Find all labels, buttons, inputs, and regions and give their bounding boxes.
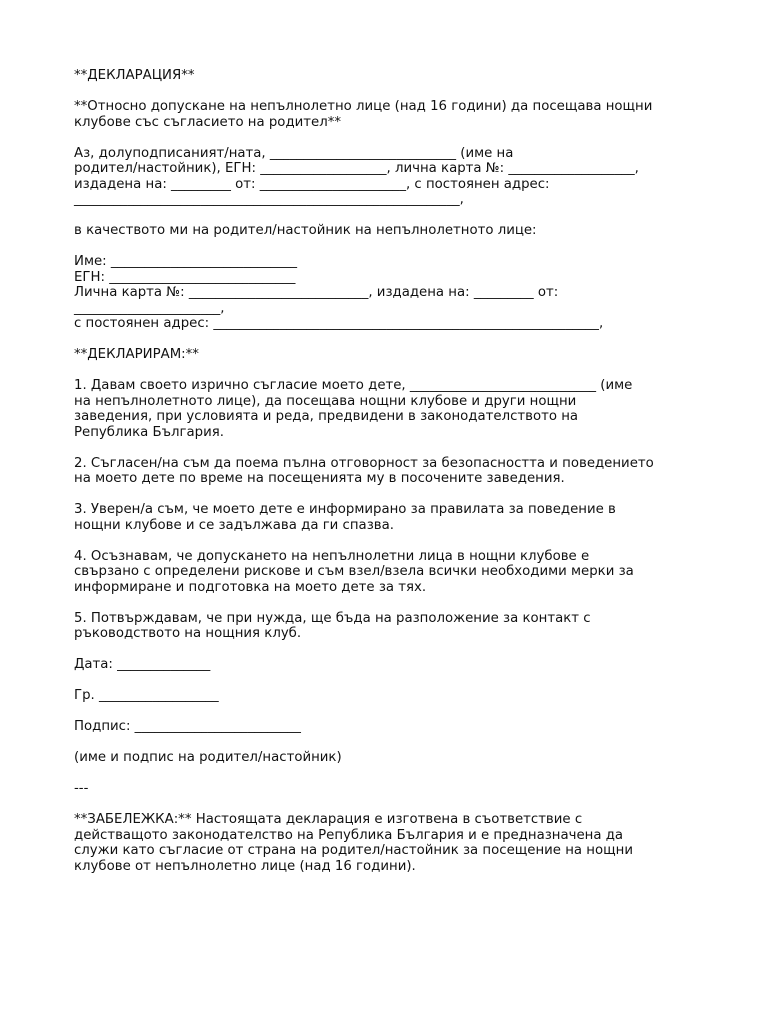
minor-line: ______________________, (74, 300, 225, 316)
separator: --- (74, 781, 89, 796)
point-line: 4. Осъзнавам, че допускането на непълнолетни лица в нощни клубове е (74, 548, 590, 564)
minor-line: с постоянен адрес: __________________________________________________________, (74, 316, 604, 331)
capacity-paragraph: в качеството ми на родител/настойник на непълнолетното лице: (74, 223, 537, 238)
note-line: клубове от непълнолетно лице (над 16 години). (74, 858, 416, 874)
note-line: служи като съгласие от страна на родител/настойник за посещение на нощни (74, 843, 633, 858)
note-section (74, 812, 704, 874)
document-subtitle (74, 99, 704, 130)
point-line: заведения, при условията и реда, предвидени в законодателството на (74, 409, 579, 424)
minor-line: Лична карта №: ___________________________, издадена на: _________ от: (74, 285, 559, 300)
point-line: на моето дете по време на посещенията му в посочените заведения. (74, 471, 565, 486)
point-line: 3. Уверен/а съм, че моето дете е информирано за правилата за поведение в (74, 502, 616, 517)
point-5 (74, 611, 704, 642)
point-line: Република България. (74, 424, 224, 440)
point-line: нощни клубове и се задължава да ги спазва. (74, 517, 394, 533)
city-line: Гр. __________________ (74, 688, 219, 703)
declarant-line: издадена на: _________ от: ______________________, с постоянен адрес: (74, 176, 550, 192)
date-line: Дата: ______________ (74, 657, 211, 672)
minor-line: ЕГН: ____________________________ (74, 269, 296, 285)
document-page (74, 68, 704, 890)
subtitle-line: **Относно допускане на непълнолетно лице (над 16 години) да посещава нощни (74, 99, 653, 114)
note-line: действащото законодателство на Република България и е предназначена да (74, 827, 624, 843)
signature-note: (име и подпис на родител/настойник) (74, 750, 342, 765)
point-line: 2. Съгласен/на съм да поема пълна отговорност за безопасността и поведението (74, 455, 654, 471)
signature-line: Подпис: _________________________ (74, 719, 301, 734)
note-line: **ЗАБЕЛЕЖКА:** Настоящата декларация е изготвена в съответствие с (74, 812, 583, 827)
declare-heading: **ДЕКЛАРИРАМ:** (74, 347, 199, 362)
point-line: 1. Давам своето изрично съгласие моето дете, ____________________________ (име (74, 378, 633, 393)
declarant-line: Аз, долуподписаният/ната, ____________________________ (име на (74, 145, 514, 161)
subtitle-line: клубове със съгласието на родител** (74, 114, 342, 130)
point-line: информиране и подготовка на моето дете за тях. (74, 579, 427, 595)
point-line: ръководството на нощния клуб. (74, 626, 302, 641)
minor-section (74, 254, 704, 332)
point-line: 5. Потвърждавам, че при нужда, ще бъда на разположение за контакт с (74, 610, 591, 626)
point-line: на непълнолетното лице), да посещава нощни клубове и други нощни (74, 393, 577, 409)
declarant-line: __________________________________________________________, (74, 192, 464, 207)
point-3 (74, 502, 704, 533)
point-line: свързано с определени рискове и съм взел/взела всички необходими мерки за (74, 564, 634, 579)
point-2 (74, 456, 704, 487)
point-4 (74, 549, 704, 596)
declarant-section (74, 146, 704, 208)
document-title: **ДЕКЛАРАЦИЯ** (74, 68, 195, 83)
point-1 (74, 378, 704, 440)
declarant-line: родител/настойник), ЕГН: ___________________, лична карта №: ___________________, (74, 161, 639, 176)
minor-line: Име: ____________________________ (74, 254, 298, 269)
